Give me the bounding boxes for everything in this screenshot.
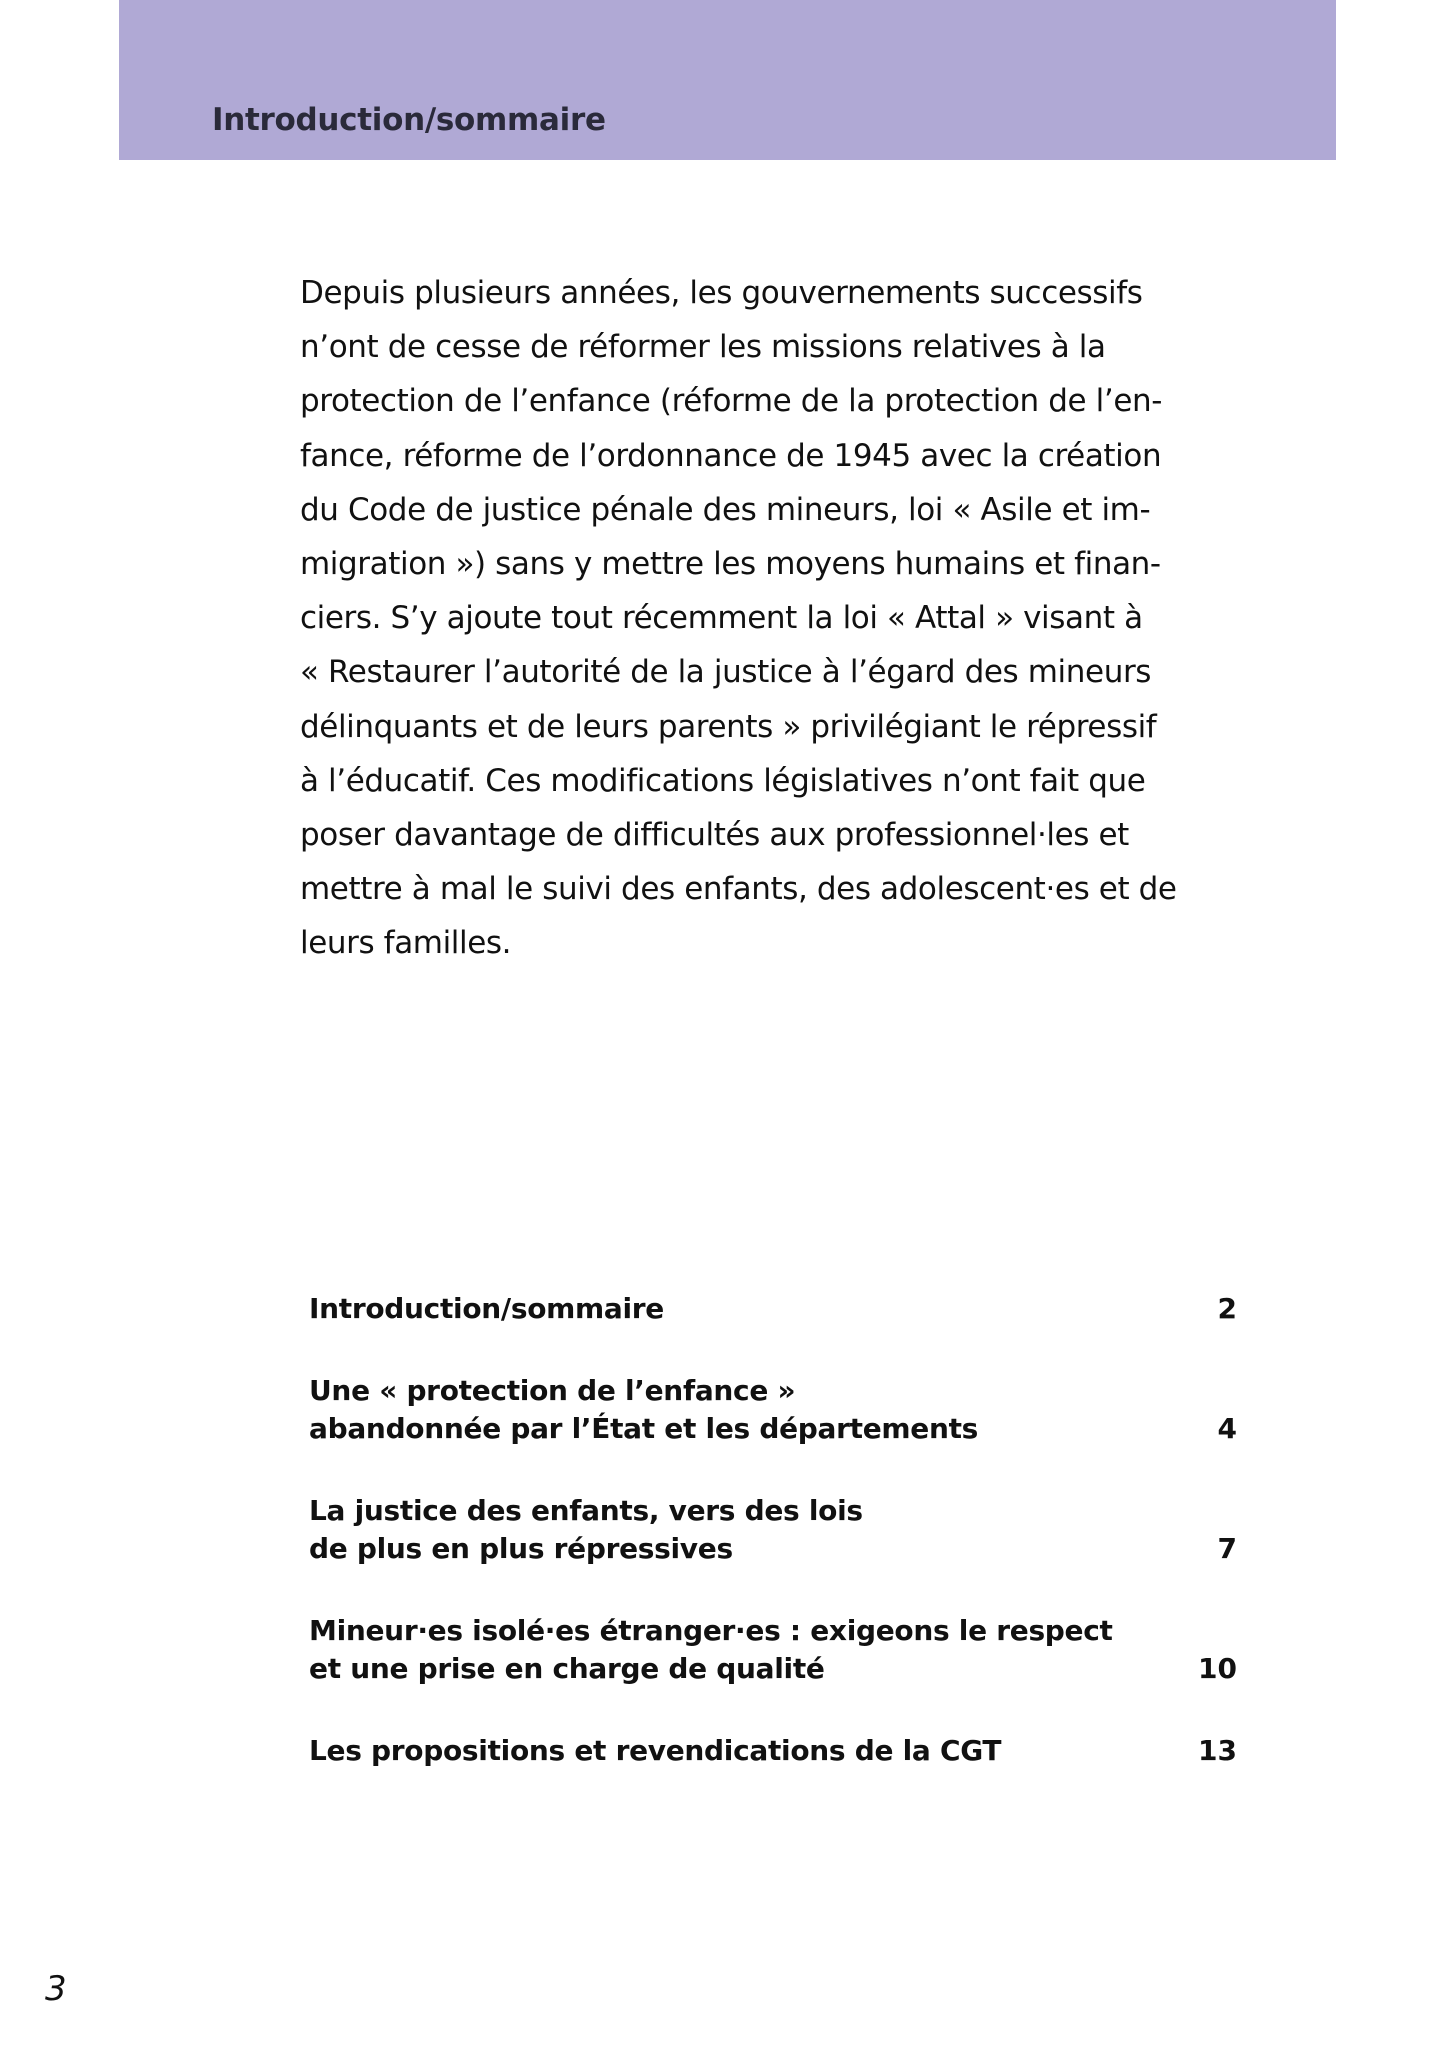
intro-line: du Code de justice pénale des mineurs, loi « Asile et im-: [300, 491, 1151, 528]
toc-entry-title-line: Introduction/sommaire: [309, 1292, 664, 1325]
toc-entry-title-line: Une « protection de l’enfance »: [309, 1374, 796, 1407]
intro-line: migration ») sans y mettre les moyens humains et finan-: [300, 546, 1161, 583]
toc-page-number: 13: [1198, 1734, 1237, 1767]
intro-line: protection de l’enfance (réforme de la protection de l’en-: [300, 383, 1163, 420]
intro-line: fance, réforme de l’ordonnance de 1945 avec la création: [300, 437, 1162, 474]
toc-entry-introduction[interactable]: [309, 1290, 1237, 1328]
intro-line: leurs familles.: [300, 925, 512, 962]
toc-entry-title: [309, 1290, 1129, 1328]
intro-paragraph: [300, 266, 1240, 971]
intro-line: poser davantage de difficultés aux professionnel·les et: [300, 817, 1129, 854]
toc-entry-title-line: La justice des enfants, vers des lois: [309, 1494, 863, 1527]
toc-entry-title-line: Les propositions et revendications de la CGT: [309, 1734, 1002, 1767]
toc-entry-justice-enfants[interactable]: [309, 1492, 1237, 1568]
intro-line: à l’éducatif. Ces modifications législatives n’ont fait que: [300, 762, 1146, 799]
intro-line: délinquants et de leurs parents » privilégiant le répressif: [300, 708, 1157, 745]
toc-page-number: 7: [1217, 1532, 1237, 1565]
toc-entry-title-line: abandonnée par l’État et les départements: [309, 1412, 979, 1445]
toc-entry-title-line: Mineur·es isolé·es étranger·es : exigeons le respect: [309, 1614, 1113, 1647]
toc-entry-title: [309, 1372, 1129, 1448]
toc-entry-propositions-cgt[interactable]: [309, 1732, 1237, 1770]
intro-line: ciers. S’y ajoute tout récemment la loi « Attal » visant à: [300, 600, 1143, 637]
toc-entry-title: [309, 1492, 1129, 1568]
toc-page-number: 10: [1198, 1652, 1237, 1685]
toc-page-number: 4: [1217, 1412, 1237, 1445]
table-of-contents: [309, 1290, 1237, 1770]
intro-line: mettre à mal le suivi des enfants, des adolescent·es et de: [300, 871, 1177, 908]
toc-entry-title: [309, 1732, 1129, 1770]
toc-entry-protection-enfance[interactable]: [309, 1372, 1237, 1448]
section-title: Introduction/sommaire: [212, 102, 606, 138]
toc-entry-mineurs-isoles[interactable]: [309, 1612, 1237, 1688]
toc-entry-title: [309, 1612, 1129, 1688]
page-number: 3: [45, 1969, 67, 2009]
toc-entry-title-line: de plus en plus répressives: [309, 1532, 733, 1565]
intro-line: Depuis plusieurs années, les gouvernements successifs: [300, 275, 1143, 311]
header-band: [119, 0, 1336, 160]
intro-line: « Restaurer l’autorité de la justice à l’égard des mineurs: [300, 654, 1152, 691]
toc-entry-title-line: et une prise en charge de qualité: [309, 1652, 825, 1685]
intro-line: n’ont de cesse de réformer les missions relatives à la: [300, 329, 1106, 366]
toc-page-number: 2: [1217, 1292, 1237, 1325]
